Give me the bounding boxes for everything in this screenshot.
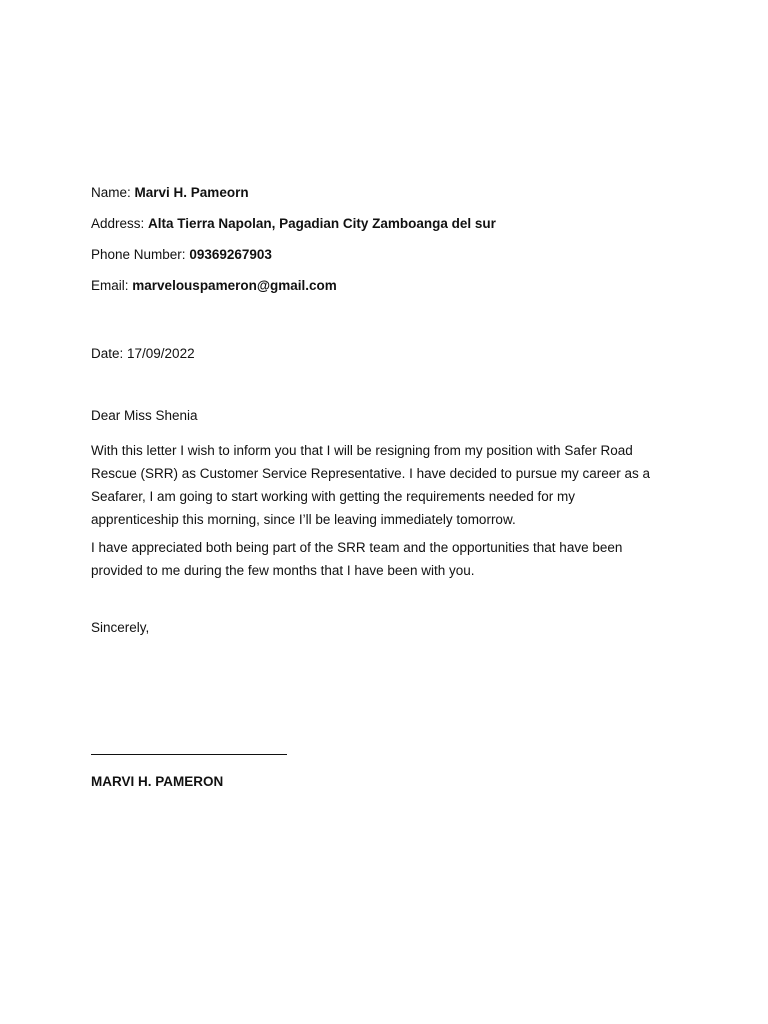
address-value: Alta Tierra Napolan, Pagadian City Zamboanga del sur (148, 216, 496, 231)
name-value: Marvi H. Pameorn (134, 185, 249, 200)
phone-label: Phone Number: (91, 247, 186, 262)
sender-name-line (91, 185, 249, 201)
name-label: Name: (91, 185, 131, 200)
sender-address-line (91, 216, 496, 232)
signature-name: MARVI H. PAMERON (91, 774, 224, 789)
sender-phone-line (91, 247, 272, 263)
phone-value: 09369267903 (189, 247, 272, 262)
address-label: Address: (91, 216, 145, 231)
letter-date: Date: 17/09/2022 (91, 346, 195, 361)
paragraph-line: provided to me during the few months that I have been with you. (91, 563, 475, 578)
paragraph-line: Rescue (SRR) as Customer Service Representative. I have decided to pursue my career as a (91, 466, 650, 481)
closing: Sincerely, (91, 620, 150, 635)
paragraph-line: apprenticeship this morning, since I’ll be leaving immediately tomorrow. (91, 512, 516, 527)
body-paragraph-2 (91, 536, 681, 582)
paragraph-line: I have appreciated both being part of the SRR team and the opportunities that have been (91, 540, 623, 555)
signature-line (91, 754, 287, 755)
paragraph-line: With this letter I wish to inform you that I will be resigning from my position with Safer Road (91, 443, 633, 458)
salutation: Dear Miss Shenia (91, 408, 198, 423)
body-paragraph-1 (91, 439, 681, 531)
sender-email-line (91, 278, 337, 294)
email-label: Email: (91, 278, 129, 293)
email-value: marvelouspameron@gmail.com (132, 278, 337, 293)
paragraph-line: Seafarer, I am going to start working with getting the requirements needed for my (91, 489, 576, 504)
